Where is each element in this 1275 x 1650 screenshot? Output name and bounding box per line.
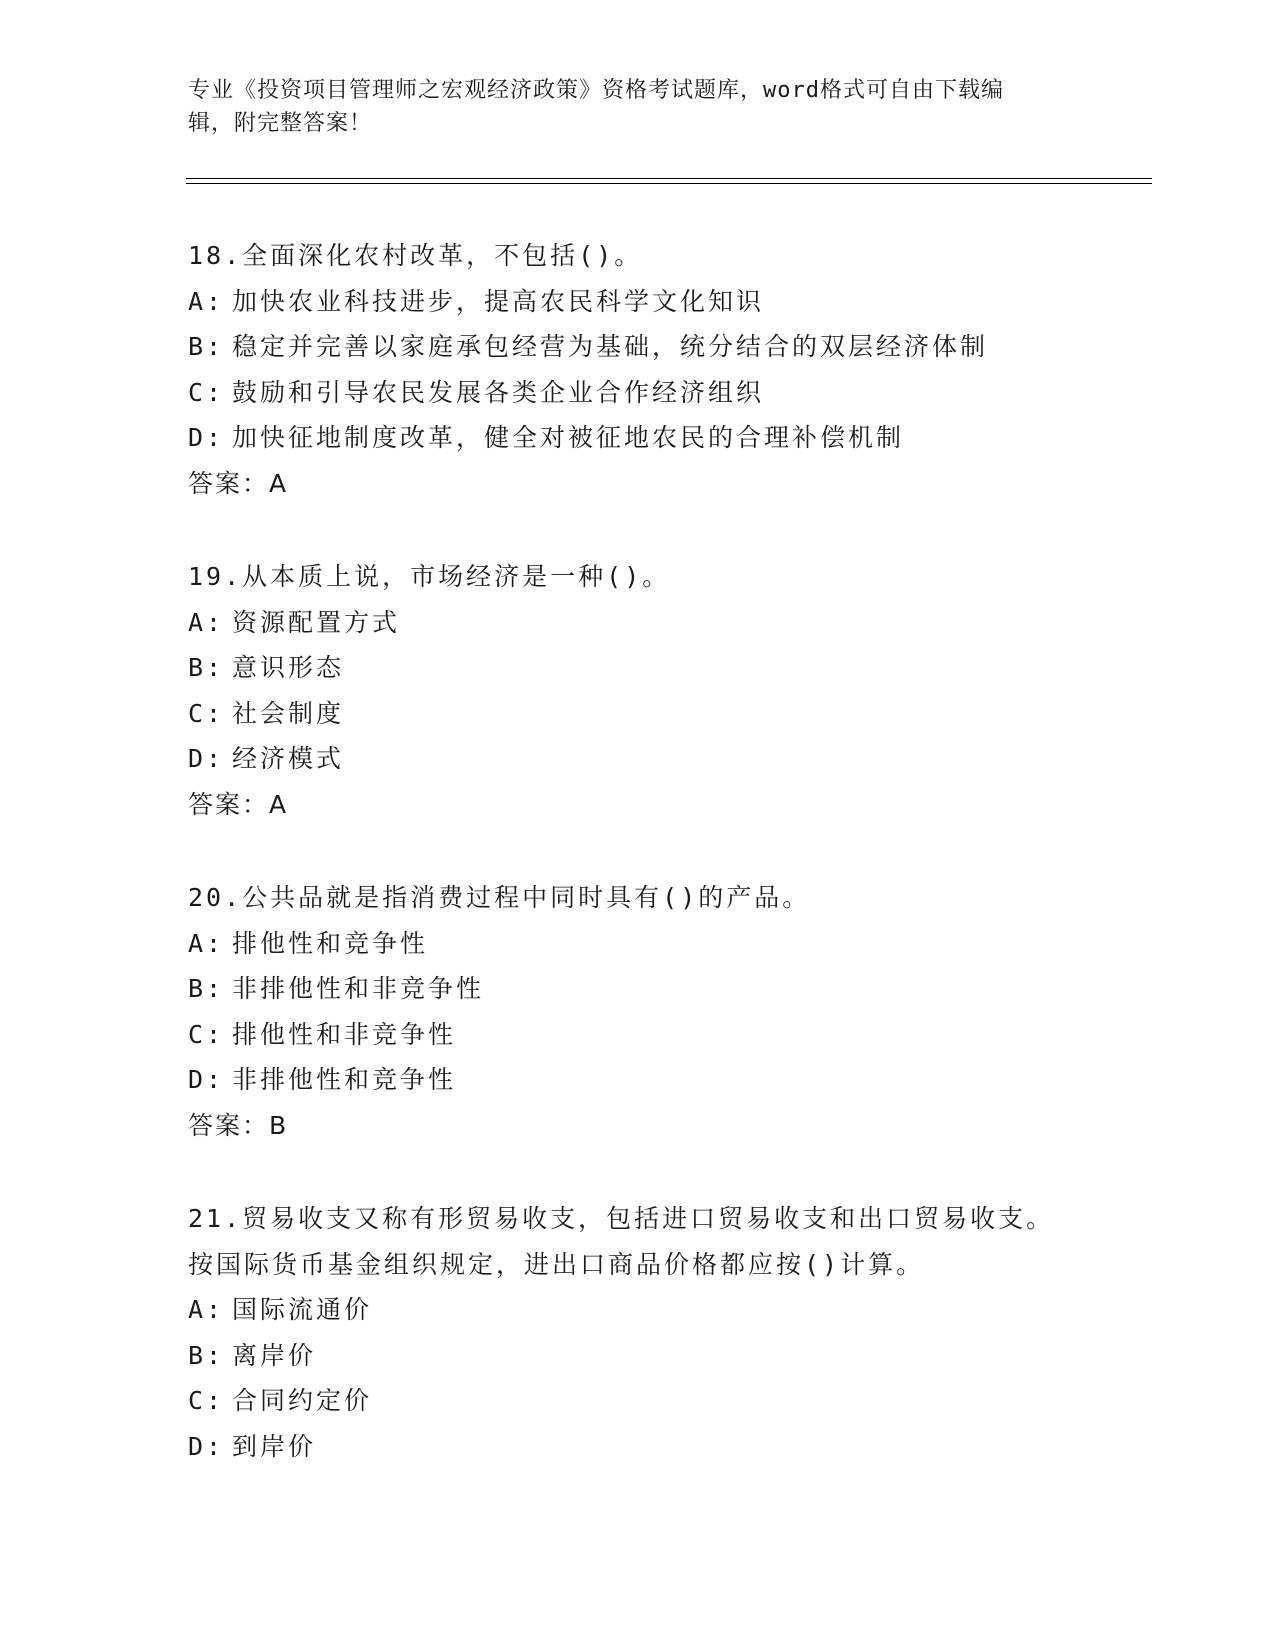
option-text: 鼓励和引导农民发展各类企业合作经济组织 bbox=[232, 377, 765, 407]
answer-line: 答案：A bbox=[188, 789, 289, 819]
option-a bbox=[188, 600, 1128, 646]
header-line-1: 专业《投资项目管理师之宏观经济政策》资格考试题库，word格式可自由下载编 bbox=[188, 78, 1004, 103]
option-text: 国际流通价 bbox=[232, 1295, 373, 1324]
option-letter: A: bbox=[188, 928, 225, 958]
option-b bbox=[188, 324, 1128, 370]
option-text: 加快征地制度改革，健全对被征地农民的合理补偿机制 bbox=[232, 423, 905, 452]
option-d bbox=[188, 1424, 1128, 1470]
option-text: 稳定并完善以家庭承包经营为基础，统分结合的双层经济体制 bbox=[232, 332, 989, 361]
question-stem-line-2: 按国际货币基金组织规定，进出口商品价格都应按()计算。 bbox=[188, 1249, 925, 1279]
option-letter: A: bbox=[188, 607, 225, 637]
option-letter: B: bbox=[188, 1340, 225, 1370]
question-19 bbox=[188, 554, 1128, 827]
answer-line: 答案：A bbox=[188, 468, 289, 498]
option-c bbox=[188, 1378, 1128, 1424]
option-letter: B: bbox=[188, 974, 225, 1003]
option-c bbox=[188, 691, 1128, 737]
option-d bbox=[188, 736, 1128, 782]
question-18 bbox=[188, 233, 1128, 506]
option-c bbox=[188, 1012, 1128, 1058]
option-d bbox=[188, 1057, 1128, 1103]
question-stem: 19.从本质上说，市场经济是一种()。 bbox=[188, 562, 671, 591]
option-text: 排他性和非竞争性 bbox=[232, 1019, 457, 1049]
option-text: 加快农业科技进步，提高农民科学文化知识 bbox=[232, 286, 765, 316]
question-20 bbox=[188, 875, 1128, 1148]
option-letter: B: bbox=[188, 332, 225, 361]
option-text: 非排他性和非竞争性 bbox=[232, 974, 485, 1003]
option-a bbox=[188, 921, 1128, 967]
option-text: 到岸价 bbox=[232, 1431, 317, 1461]
option-b bbox=[188, 966, 1128, 1012]
question-stem: 20.公共品就是指消费过程中同时具有()的产品。 bbox=[188, 883, 811, 912]
option-letter: D: bbox=[188, 744, 225, 773]
option-letter: D: bbox=[188, 1065, 225, 1094]
option-letter: C: bbox=[188, 698, 225, 728]
option-letter: B: bbox=[188, 653, 225, 682]
answer-line: 答案：B bbox=[188, 1110, 289, 1140]
option-letter: C: bbox=[188, 377, 225, 407]
option-letter: D: bbox=[188, 1431, 225, 1461]
option-c bbox=[188, 370, 1128, 416]
question-stem-line-1: 21.贸易收支又称有形贸易收支，包括进口贸易收支和出口贸易收支。 bbox=[188, 1204, 1055, 1233]
option-text: 排他性和竞争性 bbox=[232, 928, 429, 958]
option-letter: D: bbox=[188, 423, 225, 452]
option-text: 资源配置方式 bbox=[232, 607, 401, 637]
option-letter: A: bbox=[188, 286, 225, 316]
header-divider-bottom bbox=[186, 183, 1152, 184]
option-text: 离岸价 bbox=[232, 1340, 317, 1370]
option-a bbox=[188, 279, 1128, 325]
option-letter: C: bbox=[188, 1386, 225, 1415]
document-header bbox=[188, 74, 1088, 140]
question-21 bbox=[188, 1196, 1128, 1469]
option-text: 经济模式 bbox=[232, 744, 345, 773]
header-line-2: 辑，附完整答案！ bbox=[188, 111, 373, 136]
question-list bbox=[188, 233, 1128, 1517]
option-b bbox=[188, 1333, 1128, 1379]
option-text: 意识形态 bbox=[232, 653, 345, 682]
option-d bbox=[188, 415, 1128, 461]
header-divider-top bbox=[186, 178, 1152, 179]
option-b bbox=[188, 645, 1128, 691]
option-text: 合同约定价 bbox=[232, 1386, 373, 1415]
option-letter: A: bbox=[188, 1295, 225, 1324]
option-text: 非排他性和竞争性 bbox=[232, 1065, 457, 1094]
option-a bbox=[188, 1287, 1128, 1333]
question-stem: 18.全面深化农村改革，不包括()。 bbox=[188, 241, 643, 270]
option-letter: C: bbox=[188, 1019, 225, 1049]
option-text: 社会制度 bbox=[232, 698, 345, 728]
